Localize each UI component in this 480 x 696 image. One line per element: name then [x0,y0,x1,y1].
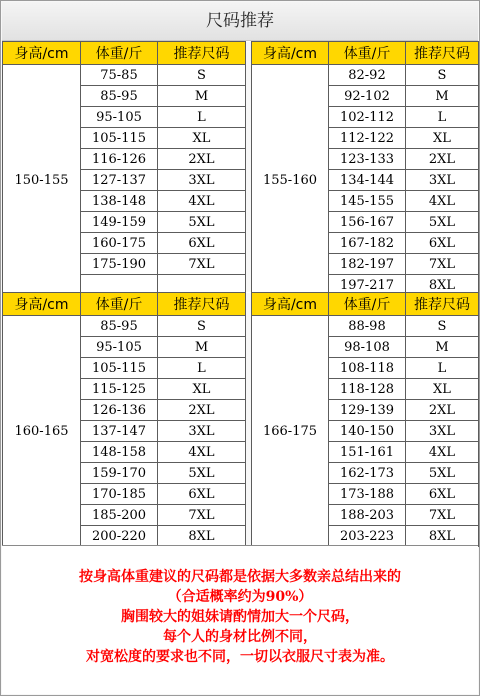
header-row [3,293,479,316]
size-cell: 8XL [158,526,246,547]
size-cell: S [406,316,479,337]
size-cell: 6XL [406,233,479,254]
header-weight: 体重/斤 [81,42,158,65]
header-height: 身高/cm [3,42,81,65]
column-gap [246,484,252,505]
size-cell: XL [158,379,246,400]
column-gap [246,400,252,421]
column-gap [246,149,252,170]
column-gap [246,233,252,254]
table-row [3,65,479,86]
size-cell: 2XL [406,149,479,170]
column-gap [246,526,252,547]
size-cell: 7XL [158,254,246,275]
weight-cell: 182-197 [329,254,406,275]
weight-cell: 203-223 [329,526,406,547]
column-gap [246,254,252,275]
size-cell: L [158,358,246,379]
height-range-cell: 166-175 [252,316,329,547]
size-cell: L [158,107,246,128]
size-cell: 4XL [158,191,246,212]
column-gap [246,337,252,358]
weight-cell: 140-150 [329,421,406,442]
weight-cell: 149-159 [81,212,158,233]
header-height: 身高/cm [252,42,329,65]
size-cell: 3XL [406,170,479,191]
column-gap [246,191,252,212]
weight-cell: 159-170 [81,463,158,484]
weight-cell: 160-175 [81,233,158,254]
header-weight: 体重/斤 [329,293,406,316]
header-size: 推荐尺码 [406,293,479,316]
note-line: 按身高体重建议的尺码都是依据大多数亲总结出来的 [79,569,401,585]
header-row [3,42,479,65]
size-table-block-1 [2,41,479,296]
height-range-cell: 155-160 [252,65,329,296]
size-cell: XL [406,128,479,149]
size-cell: XL [406,379,479,400]
weight-cell: 129-139 [329,400,406,421]
weight-cell: 148-158 [81,442,158,463]
note-line: 对宽松度的要求也不同，一切以衣服尺寸表为准。 [86,649,394,665]
size-cell: 5XL [158,212,246,233]
column-gap [246,379,252,400]
note-line: （合适概率约为90%） [167,589,313,605]
size-cell: 3XL [158,421,246,442]
size-cell: 6XL [158,484,246,505]
size-cell: 6XL [406,484,479,505]
weight-cell: 138-148 [81,191,158,212]
size-cell: M [406,337,479,358]
column-gap [246,128,252,149]
size-cell: 4XL [158,442,246,463]
weight-cell: 116-126 [81,149,158,170]
size-cell: M [158,337,246,358]
header-size: 推荐尺码 [406,42,479,65]
weight-cell: 126-136 [81,400,158,421]
weight-cell: 85-95 [81,316,158,337]
size-advice-note [2,545,478,694]
size-cell: L [406,107,479,128]
header-height: 身高/cm [252,293,329,316]
size-cell: S [158,65,246,86]
size-cell: M [158,86,246,107]
size-cell: 3XL [158,170,246,191]
table-row [3,316,479,337]
weight-cell: 200-220 [81,526,158,547]
height-range-cell: 150-155 [3,65,81,296]
weight-cell: 105-115 [81,128,158,149]
size-cell: 7XL [158,505,246,526]
size-cell: 2XL [406,400,479,421]
height-range-cell: 160-165 [3,316,81,547]
size-cell: S [406,65,479,86]
size-cell: 3XL [406,421,479,442]
header-size: 推荐尺码 [158,42,246,65]
size-cell: 8XL [406,275,479,296]
weight-cell: 88-98 [329,316,406,337]
size-cell: 5XL [158,463,246,484]
weight-cell: 118-128 [329,379,406,400]
column-gap [246,442,252,463]
weight-cell: 82-92 [329,65,406,86]
weight-cell: 197-217 [329,275,406,296]
column-gap [246,86,252,107]
column-gap [246,170,252,191]
header-weight: 体重/斤 [329,42,406,65]
column-gap [246,505,252,526]
weight-cell: 170-185 [81,484,158,505]
weight-cell: 98-108 [329,337,406,358]
weight-cell: 173-188 [329,484,406,505]
weight-cell: 85-95 [81,86,158,107]
weight-cell: 145-155 [329,191,406,212]
note-line: 胸围较大的姐妹请酌情加大一个尺码， [121,609,359,625]
size-cell: 8XL [406,526,479,547]
header-height: 身高/cm [3,293,81,316]
size-cell: M [406,86,479,107]
header-size: 推荐尺码 [158,293,246,316]
page-title: 尺码推荐 [2,2,478,41]
column-gap [246,421,252,442]
note-line: 每个人的身材比例不同， [163,629,317,645]
size-cell: 2XL [158,400,246,421]
weight-cell: 105-115 [81,358,158,379]
column-gap [246,107,252,128]
size-cell: 4XL [406,442,479,463]
weight-cell: 102-112 [329,107,406,128]
weight-cell: 156-167 [329,212,406,233]
size-table-block-2 [2,292,479,547]
size-cell: 5XL [406,463,479,484]
weight-cell: 167-182 [329,233,406,254]
weight-cell: 185-200 [81,505,158,526]
size-cell: L [406,358,479,379]
weight-cell: 175-190 [81,254,158,275]
weight-cell: 108-118 [329,358,406,379]
weight-cell: 127-137 [81,170,158,191]
column-gap [246,358,252,379]
size-cell: 2XL [158,149,246,170]
weight-cell: 115-125 [81,379,158,400]
size-cell: S [158,316,246,337]
weight-cell: 75-85 [81,65,158,86]
size-cell: 5XL [406,212,479,233]
weight-cell: 188-203 [329,505,406,526]
size-cell: 7XL [406,505,479,526]
column-gap [246,463,252,484]
size-cell: 6XL [158,233,246,254]
weight-cell: 134-144 [329,170,406,191]
weight-cell: 112-122 [329,128,406,149]
weight-cell: 95-105 [81,107,158,128]
header-weight: 体重/斤 [81,293,158,316]
weight-cell: 123-133 [329,149,406,170]
weight-cell: 162-173 [329,463,406,484]
weight-cell: 95-105 [81,337,158,358]
size-cell: 4XL [406,191,479,212]
size-cell: XL [158,128,246,149]
weight-cell: 137-147 [81,421,158,442]
weight-cell: 92-102 [329,86,406,107]
column-gap [246,212,252,233]
weight-cell: 151-161 [329,442,406,463]
size-cell: 7XL [406,254,479,275]
